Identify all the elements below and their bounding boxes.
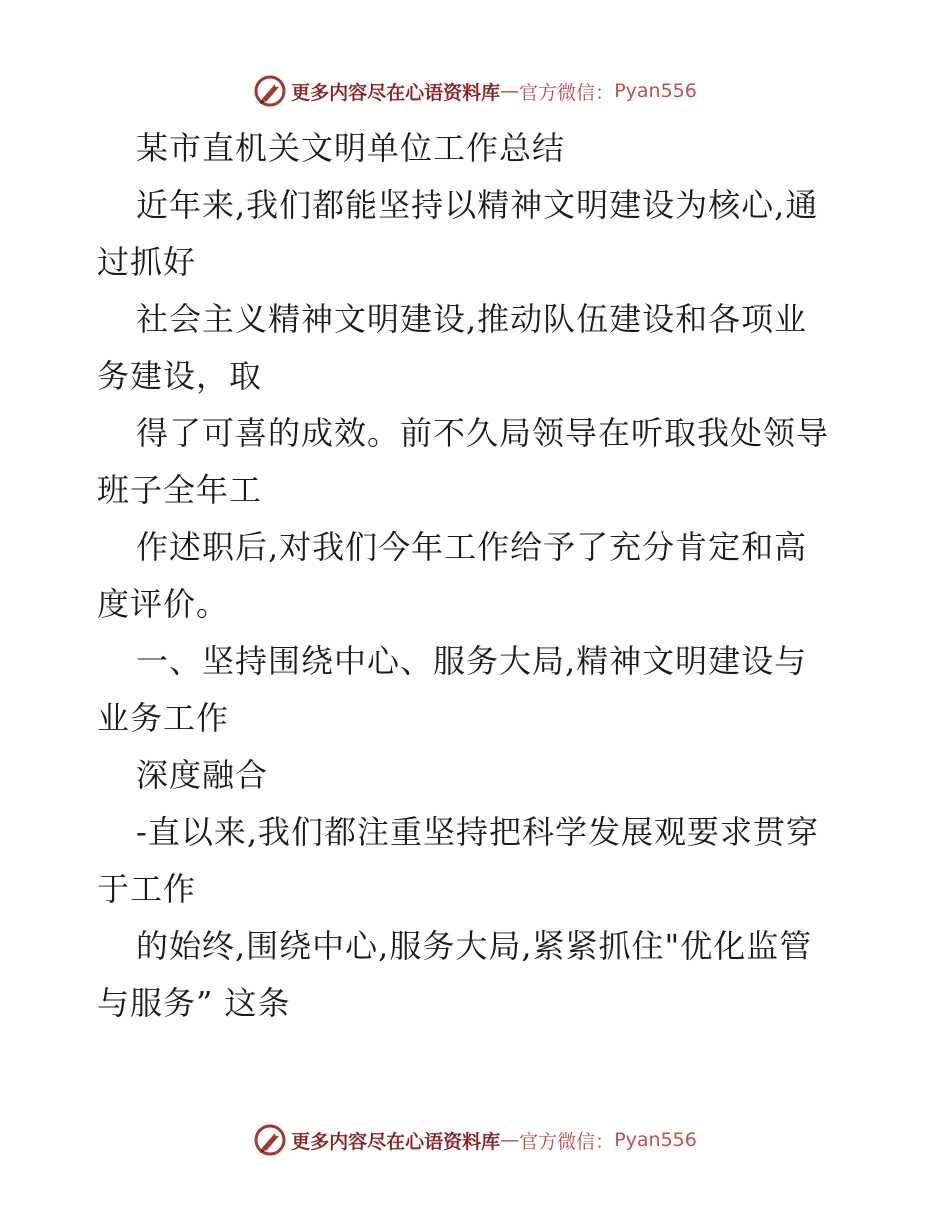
paragraph-line: 务建设，取 — [97, 357, 263, 395]
document-title: 某市直机关文明单位工作总结 — [136, 129, 566, 167]
banner-wechat-label: 官方微信： — [519, 1130, 615, 1153]
paragraph-line: -直以来,我们都注重坚持把科学发展观要求贯穿 — [136, 813, 819, 851]
paragraph-line: 近年来,我们都能坚持以精神文明建设为核心,通 — [136, 186, 819, 224]
section-heading: 一、坚持围绕中心、服务大局,精神文明建设与 — [136, 642, 808, 680]
banner-dash: — — [500, 80, 520, 102]
pen-logo-icon — [253, 74, 287, 108]
document-body — [97, 120, 867, 1032]
banner-wechat-label: 官方微信： — [519, 81, 615, 104]
section-heading-line: 业务工作 — [97, 699, 230, 737]
section-heading-line: 深度融合 — [136, 756, 269, 794]
paragraph-line: 得了可喜的成效。前不久局领导在听取我处领导 — [136, 414, 830, 452]
paragraph-line: 班子全年工 — [97, 471, 263, 509]
paragraph-line: 度评价。 — [97, 585, 230, 623]
pen-logo-icon — [253, 1123, 287, 1157]
paragraph-line: 社会主义精神文明建设,推动队伍建设和各项业 — [136, 300, 808, 338]
header-banner — [0, 71, 950, 111]
banner-text: 更多内容尽在心语资料库 — [291, 81, 501, 104]
banner-wechat-id: Pyan556 — [614, 80, 697, 102]
banner-dash: — — [500, 1129, 520, 1151]
paragraph-line: 的始终,围绕中心,服务大局,紧紧抓住"优化监管 — [136, 927, 813, 965]
paragraph-line: 过抓好 — [97, 243, 197, 281]
paragraph-line: 作述职后,对我们今年工作给予了充分肯定和高 — [136, 528, 808, 566]
footer-banner — [0, 1120, 950, 1160]
banner-wechat-id: Pyan556 — [614, 1129, 697, 1151]
paragraph-line: 与服务” 这条 — [97, 984, 291, 1022]
paragraph-line: 于工作 — [97, 870, 197, 908]
banner-text: 更多内容尽在心语资料库 — [291, 1130, 501, 1153]
